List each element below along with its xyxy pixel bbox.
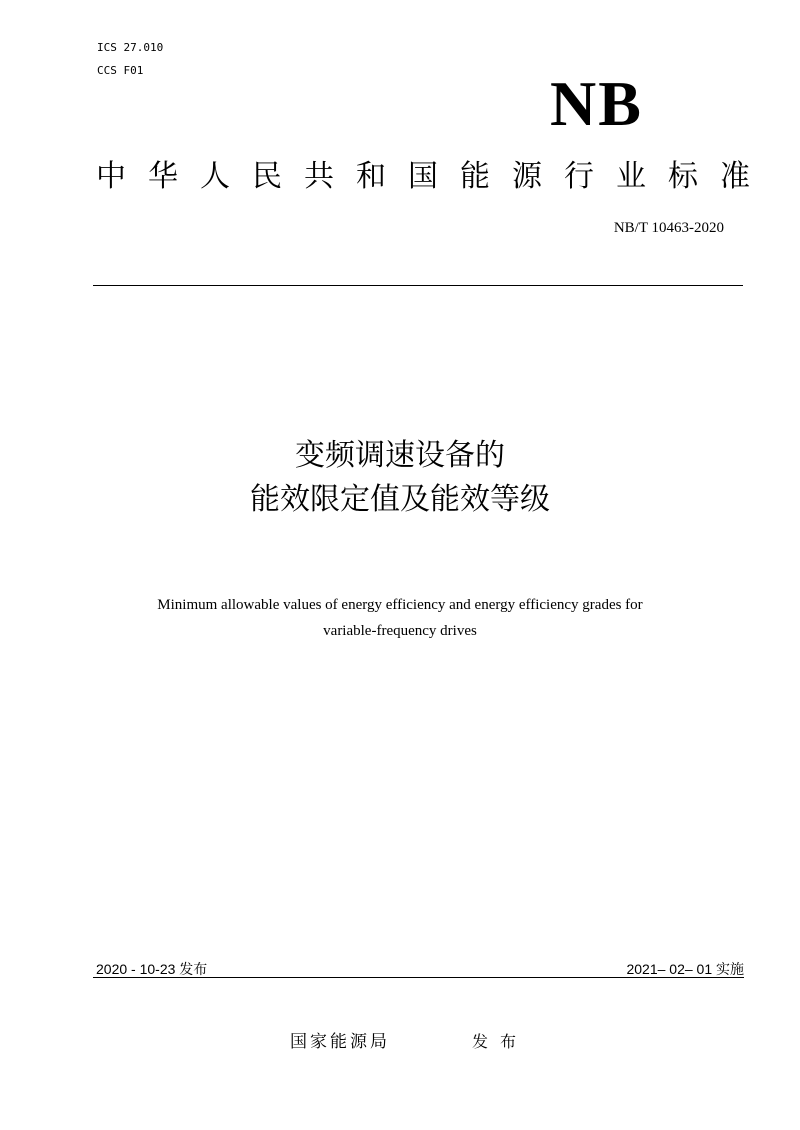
category-char: 人 (200, 159, 230, 194)
category-char: 共 (304, 159, 334, 194)
nb-logo: NB (550, 68, 643, 139)
category-char: 国 (408, 159, 438, 194)
chinese-title-line-1: 变频调速设备的 (295, 438, 505, 473)
standard-category (96, 158, 750, 196)
category-char: 中 (96, 159, 126, 194)
category-char: 民 (252, 159, 282, 194)
header-divider (93, 285, 743, 286)
ics-code: ICS 27.010 (97, 41, 164, 54)
chinese-title-line-2: 能效限定值及能效等级 (250, 482, 550, 517)
implementation-date: 2021– 02– 01 实施 (626, 961, 744, 977)
category-char: 能 (460, 159, 490, 194)
issuing-authority: 国家能源局 (290, 1032, 390, 1052)
category-char: 准 (720, 159, 750, 194)
category-char: 业 (616, 159, 646, 194)
issue-date: 2020 - 10-23 发布 (96, 961, 208, 977)
english-title-line-2: variable-frequency drives (323, 623, 477, 639)
category-char: 源 (512, 159, 542, 194)
date-divider (93, 977, 744, 978)
category-char: 标 (668, 159, 698, 194)
category-char: 华 (148, 159, 178, 194)
issue-label: 发布 (472, 1032, 529, 1051)
category-char: 和 (356, 159, 386, 194)
ccs-code: CCS F01 (97, 64, 144, 77)
english-title-line-1: Minimum allowable values of energy efficiency and energy efficiency grades for (157, 597, 643, 613)
category-char: 行 (564, 159, 594, 194)
standard-number: NB/T 10463-2020 (613, 220, 724, 236)
